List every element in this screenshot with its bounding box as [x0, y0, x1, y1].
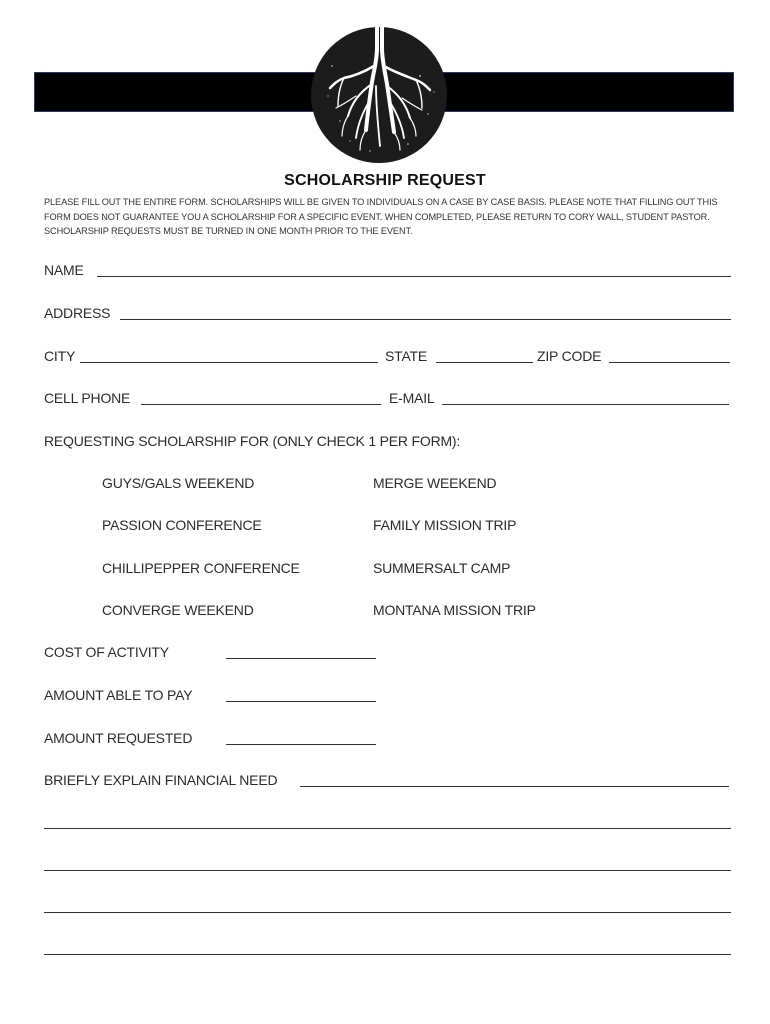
requesting-label: REQUESTING SCHOLARSHIP FOR (ONLY CHECK 1 PER FORM): [44, 433, 461, 449]
address-field[interactable] [120, 319, 731, 320]
explain-line[interactable] [44, 828, 731, 829]
option-converge-weekend[interactable]: CONVERGE WEEKEND [102, 602, 254, 618]
explain-label: BRIEFLY EXPLAIN FINANCIAL NEED [44, 772, 278, 788]
email-field[interactable] [442, 404, 729, 405]
zip-label: ZIP CODE [537, 348, 602, 364]
form-instructions: PLEASE FILL OUT THE ENTIRE FORM. SCHOLARSHIPS WILL BE GIVEN TO INDIVIDUALS ON A CASE BY CASE BASIS. PLEASE NOTE THAT FILLING OUT THIS FORM DOES NOT GUARANTEE YOU A SCHOLARSHIP FOR A SPECIFIC EVENT. WHEN COMPLETED, PLEASE RETURN TO CORY WALL, STUDENT PASTOR. SCHOLARSHIP REQUESTS MUST BE TURNED IN ONE MONTH PRIOR TO THE EVENT. [44, 197, 718, 236]
form-title: SCHOLARSHIP REQUEST [284, 172, 486, 189]
option-merge-weekend[interactable]: MERGE WEEKEND [373, 475, 497, 491]
cell-phone-label: CELL PHONE [44, 390, 131, 406]
amount-requested-label: AMOUNT REQUESTED [44, 730, 193, 746]
option-guys-gals-weekend[interactable]: GUYS/GALS WEEKEND [102, 475, 255, 491]
option-summersalt-camp[interactable]: SUMMERSALT CAMP [373, 560, 511, 576]
option-passion-conference[interactable]: PASSION CONFERENCE [102, 517, 262, 533]
explain-field[interactable] [300, 786, 729, 787]
cost-label: COST OF ACTIVITY [44, 644, 169, 660]
option-chillipepper-conference[interactable]: CHILLIPEPPER CONFERENCE [102, 560, 300, 576]
name-label: NAME [44, 262, 84, 278]
option-montana-mission-trip[interactable]: MONTANA MISSION TRIP [373, 602, 536, 618]
explain-line[interactable] [44, 954, 731, 955]
option-family-mission-trip[interactable]: FAMILY MISSION TRIP [373, 517, 517, 533]
city-field[interactable] [80, 362, 378, 363]
state-label: STATE [385, 348, 428, 364]
email-label: E-MAIL [389, 390, 435, 406]
explain-line[interactable] [44, 912, 731, 913]
amount-able-field[interactable] [226, 701, 376, 702]
amount-able-label: AMOUNT ABLE TO PAY [44, 687, 193, 703]
address-label: ADDRESS [44, 305, 111, 321]
explain-line[interactable] [44, 870, 731, 871]
name-field[interactable] [97, 276, 731, 277]
city-label: CITY [44, 348, 76, 364]
roots-logo [310, 26, 448, 164]
state-field[interactable] [436, 362, 533, 363]
zip-field[interactable] [609, 362, 730, 363]
cost-field[interactable] [226, 658, 376, 659]
amount-requested-field[interactable] [226, 744, 376, 745]
cell-phone-field[interactable] [141, 404, 381, 405]
